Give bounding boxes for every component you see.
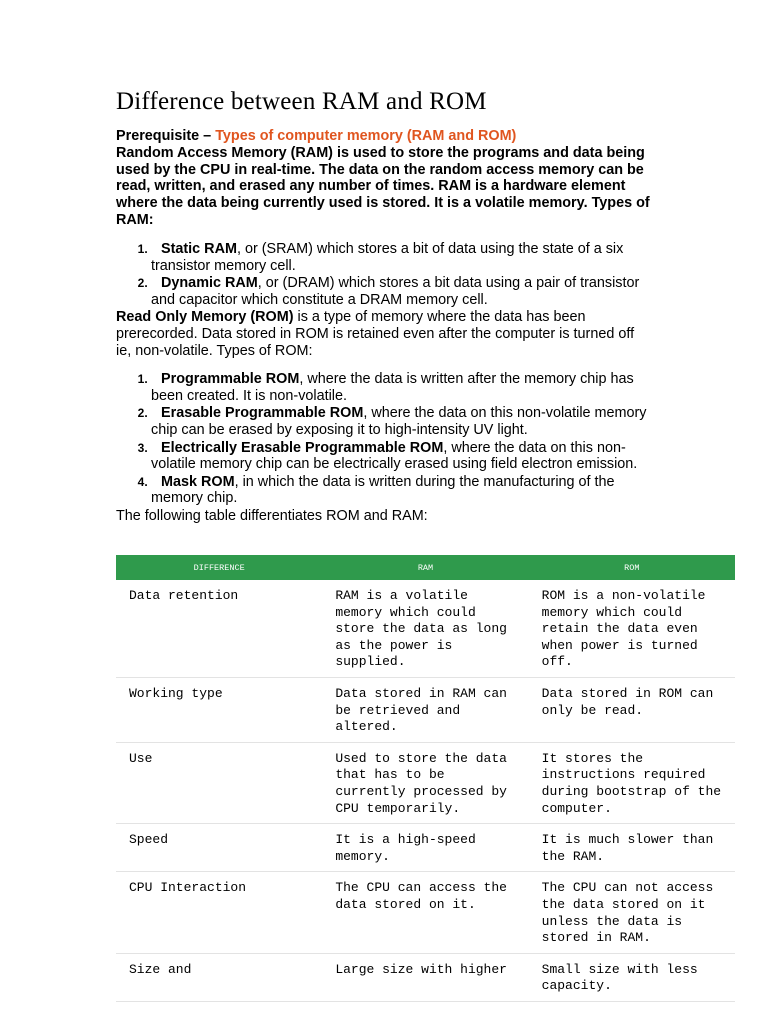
rom-cell: Small size with less capacity. [529,953,735,1001]
article-body [116,128,652,525]
rom-type-name: Programmable ROM [161,371,300,388]
rom-cell: It stores the instructions required during bootstrap of the computer. [529,742,735,823]
ram-intro-paragraph: Random Access Memory (RAM) is used to store the programs and data being used by the CPU in real-time. The data on the random access memory can be read, written, and erased any number of times. RAM is a hardware element where the data being currently used is stored. It is a volatile memory. Types of RAM: [116,144,650,228]
ram-cell: It is a high-speed memory. [322,824,528,872]
header-ram: RAM [322,555,528,580]
ram-type-name: Dynamic RAM [161,274,258,291]
table-row [116,953,735,1001]
list-item [151,241,652,275]
list-item [151,371,652,405]
rom-type-desc: , where the data on this non-volatile memory chip can be erased by exposing it to high-intensity UV light. [151,405,647,439]
row-label: Use [116,742,322,823]
ram-cell: Used to store the data that has to be currently processed by CPU temporarily. [322,742,528,823]
ram-cell: Data stored in RAM can be retrieved and altered. [322,677,528,742]
comparison-table [116,555,735,1002]
rom-type-name: Electrically Erasable Programmable ROM [161,439,444,456]
list-item [151,474,652,508]
rom-term: Read Only Memory (ROM) [116,308,294,325]
rom-type-name: Mask ROM [161,473,235,490]
header-rom: ROM [529,555,735,580]
ram-type-name: Static RAM [161,240,237,257]
prerequisite-label: Prerequisite – [116,128,216,144]
ram-cell: Large size with higher [322,953,528,1001]
rom-intro-text: is a type of memory where the data has been prerecorded. Data stored in ROM is retained even after the computer is turned off ie, non-volatile. Types of ROM: [116,308,635,359]
ram-type-desc: , or (SRAM) which stores a bit of data using the state of a six transistor memory cell. [151,240,624,274]
ram-type-desc: , or (DRAM) which stores a bit data using a pair of transistor and capacitor which constitute a DRAM memory cell. [151,274,640,308]
rom-cell: ROM is a non-volatile memory which could retain the data even when power is turned off. [529,580,735,677]
ram-cell: The CPU can access the data stored on it. [322,872,528,953]
header-difference: DIFFERENCE [116,555,322,580]
rom-cell: Data stored in ROM can only be read. [529,677,735,742]
rom-types-list [116,371,652,507]
table-row [116,824,735,872]
ram-cell: RAM is a volatile memory which could store the data as long as the power is supplied. [322,580,528,677]
row-label: Data retention [116,580,322,677]
table-row [116,677,735,742]
rom-cell: It is much slower than the RAM. [529,824,735,872]
row-label: Speed [116,824,322,872]
table-row [116,742,735,823]
table-header-row [116,555,735,580]
ram-types-list [116,241,652,309]
prerequisite-link[interactable]: Types of computer memory (RAM and ROM) [215,128,517,144]
row-label: CPU Interaction [116,872,322,953]
rom-intro-paragraph [116,309,652,359]
rom-type-name: Erasable Programmable ROM [161,405,364,422]
rom-type-desc: , where the data is written after the memory chip has been created. It is non-volatile. [151,371,634,405]
row-label: Size and [116,953,322,1001]
rom-cell: The CPU can not access the data stored on it unless the data is stored in RAM. [529,872,735,953]
page-title: Difference between RAM and ROM [116,88,487,115]
rom-type-desc: , in which the data is written during the manufacturing of the memory chip. [151,473,615,507]
table-row [116,580,735,677]
list-item [151,275,652,309]
prerequisite-line [116,128,652,145]
table-row [116,872,735,953]
rom-type-desc: , where the data on this non-volatile memory chip can be electrically erased using field electron emission. [151,439,638,473]
table-intro: The following table differentiates ROM and RAM: [116,507,428,524]
list-item [151,440,652,474]
row-label: Working type [116,677,322,742]
list-item [151,405,652,439]
